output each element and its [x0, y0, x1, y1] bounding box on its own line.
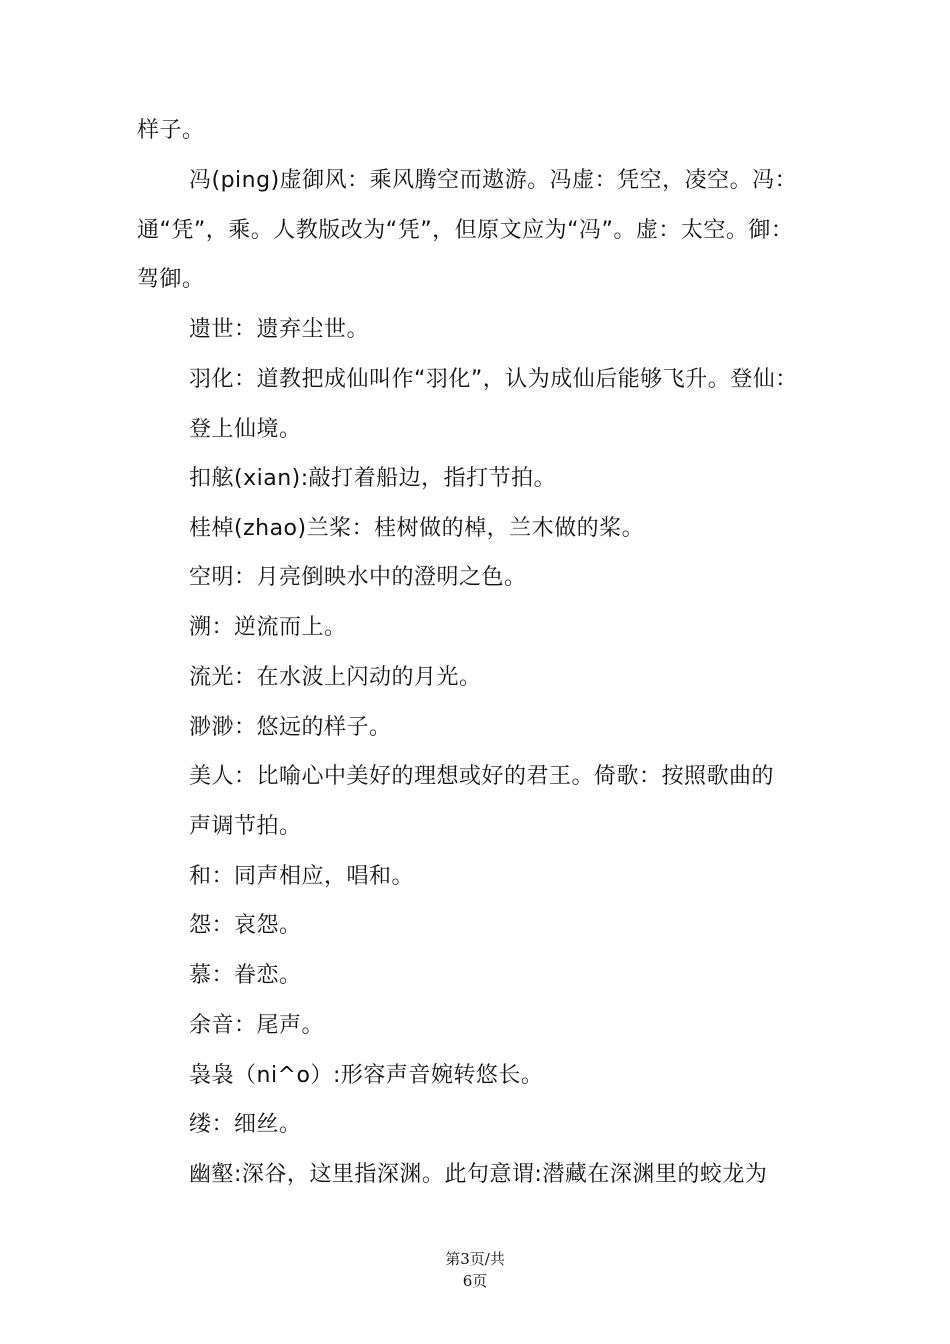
text-line: 渺渺：悠远的样子。: [189, 715, 392, 740]
text-line: 流光：在水波上闪动的月光。: [189, 665, 482, 690]
text-line: 幽壑:深谷，这里指深渊。此句意谓:潜藏在深渊里的蛟龙为: [189, 1162, 768, 1187]
text-line: 驾御。: [137, 267, 205, 292]
text-line: 怨：哀怨。: [189, 913, 302, 938]
text-line: 冯(ping)虚御风：乘风腾空而遨游。冯虚：凭空，凌空。冯：: [189, 168, 798, 193]
text-line: 登上仙境。: [189, 417, 302, 442]
page-number: 第3页/共: [445, 1250, 505, 1268]
text-line: 缕：细丝。: [189, 1112, 302, 1137]
text-line: 桂棹(zhao)兰桨：桂树做的棹，兰木做的桨。: [189, 516, 645, 541]
text-line: 和：同声相应，唱和。: [189, 864, 415, 889]
text-line: 美人：比喻心中美好的理想或好的君王。倚歌：按照歌曲的: [189, 764, 775, 789]
text-line: 袅袅（ni^o）:形容声音婉转悠长。: [189, 1063, 544, 1088]
text-line: 样子。: [137, 118, 205, 143]
text-line: 遗世：遗弃尘世。: [189, 317, 370, 342]
text-line: 声调节拍。: [189, 814, 302, 839]
page-total: 6页: [462, 1272, 488, 1290]
text-line: 扣舷(xian):敲打着船边，指打节拍。: [189, 466, 557, 491]
text-line: 溯：逆流而上。: [189, 615, 347, 640]
text-line: 通“凭”，乘。人教版改为“凭”，但原文应为“冯”。虚：太空。御：: [137, 218, 794, 243]
text-line: 余音：尾声。: [189, 1013, 325, 1038]
text-line: 慕：眷恋。: [189, 963, 302, 988]
text-line: 羽化：道教把成仙叫作“羽化”，认为成仙后能够飞升。登仙：: [189, 367, 798, 392]
text-line: 空明：月亮倒映水中的澄明之色。: [189, 565, 527, 590]
